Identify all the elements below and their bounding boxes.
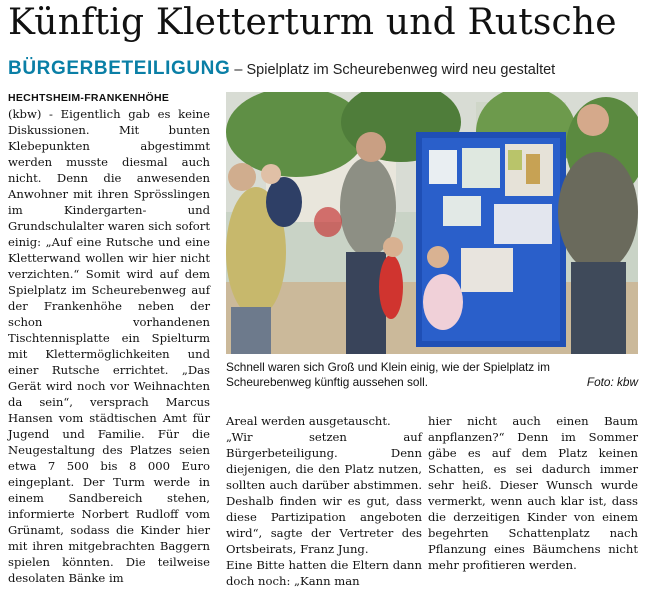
section-kicker: BÜRGERBETEILIGUNG <box>8 58 231 79</box>
photo-caption <box>226 360 638 390</box>
article-paragraph: hier nicht auch einen Baum anpflanzen?“ Denn im Sommer gäbe es auf dem Platz keinen Schatten, es sei dadurch immer sehr heiß. Dieser Wunsch wurde vermerkt, wenn auch klar ist, dass die derzeitigen Kinder von einem begehrten Schattenplatz nach Pflanzung eines Bäumchens nicht mehr profitieren werden. <box>428 414 638 572</box>
subheadline <box>8 58 644 80</box>
article-paragraph: (kbw) - Eigentlich gab es keine Diskussionen. Mit bunten Klebepunkten abgestimmt werden musste diesmal auch nicht. Denn die anwesenden Anwohner mit ihren Sprösslingen im Kindergarten- und Grundschulalter waren sich sofort einig: „Auf eine Rutsche und eine Kletterwand wollen wir hier nicht verzichten.“ Somit wird auf dem Spielplatz im Scheurebenweg auf der Frankenhöhe neben der schon vorhandenen Tischtennisplatte ein Spielturm mit Klettermöglichkeiten und einer Rutsche errichtet. „Das Gerät wird noch vor Weihnachten da sein“, versprach Marcus Hansen vom städtischen Amt für Jugend und Familie. Für die Neugestaltung des Platzes seien etwa 7 500 bis 8 000 Euro eingeplant. Der Turm werde in einem Sandbereich stehen, informierte Norbert Rudloff vom Grünamt, sodass die Kinder hier mit ihren mitgebrachten Baggern spielen könnten. Die teilweise desolaten Bänke im <box>8 107 210 585</box>
subheadline-text: – Spielplatz im Scheurebenweg wird neu gestaltet <box>230 62 556 78</box>
article-paragraph: „Wir setzen auf Bürgerbeteiligung. Denn diejenigen, die den Platz nutzen, sollten auch darüber abstimmen. Deshalb finden wir es gut, dass diese Partizipation angeboten wird“, sagte der Vertreter des Ortsbeirats, Franz Jung. <box>226 430 422 556</box>
article-column-3 <box>428 413 638 573</box>
article-column-1 <box>8 90 210 586</box>
dateline: HECHTSHEIM-FRANKENHÖHE <box>8 92 170 104</box>
article-column-2 <box>226 413 422 589</box>
photo-credit: Foto: kbw <box>586 375 638 389</box>
article-paragraph: Areal werden ausgetauscht. <box>226 414 391 428</box>
article-photo <box>226 92 638 354</box>
headline: Künftig Kletterturm und Rutsche <box>8 2 617 43</box>
article-paragraph: Eine Bitte hatten die Eltern dann doch noch: „Kann man <box>226 558 422 588</box>
caption-text: Schnell waren sich Groß und Klein einig, wie der Spielplatz im Scheurebenweg künftig aussehen soll. <box>226 360 550 389</box>
